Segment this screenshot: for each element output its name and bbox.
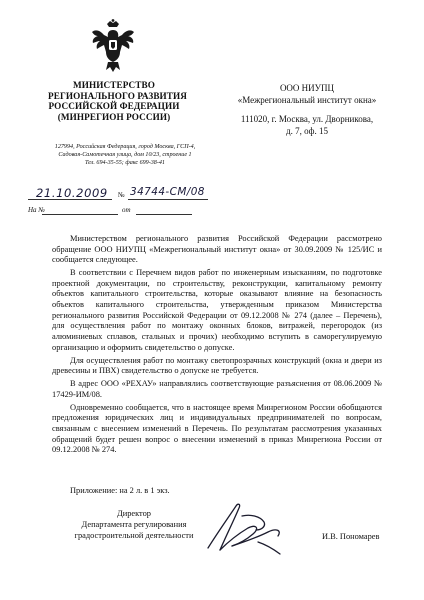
signer-name: И.В. Пономарев [322, 532, 380, 541]
recipient-address-line: д. 7, оф. 15 [286, 125, 328, 136]
recipient-line: ООО НИУПЦ [279, 83, 335, 93]
body-paragraph: В адрес ООО «РЕХАУ» направлялись соответствующие разъяснения от 08.06.2009 № 17429-ИМ/08. [52, 379, 382, 399]
ref-label: На № [28, 206, 45, 214]
date-underline [28, 199, 112, 200]
ref-number-underline [42, 214, 118, 215]
ref-from-label: от [122, 206, 131, 214]
body-paragraph: Одновременно сообщается, что в настоящее время Минрегионом России обобщаются предложения юридических лиц и индивидуальных предпринимателей по вопросам, связанным с внесением изменений в Перечень. По результатам рассмотрения указанных обращений будет решен вопрос о внесении изменений в приказ Минрегиона России от 09.12.2008 № 274. [52, 402, 382, 455]
signer-position [72, 509, 196, 541]
position-line: градостроительной деятельности [74, 530, 194, 540]
body-paragraph: В соответствии с Перечнем видов работ по инженерным изысканиям, по подготовке проектной документации, по строительству, реконструкции, капитальному ремонту объектов капитального строительства, которые оказывают влияние на безопасность объектов капитального строительства, утвержденным приказом Министерства регионального развития Российской Федерации от 09.12.2008 № 274 (далее – Перечень), для осуществления работ по монтажу оконных блоков, витражей, перегородок (из алюминиевых сплавов, стальных и прочих) необходимо вступить в саморегулируемую организацию и оформить свидетельство о допуске. [52, 268, 382, 352]
ministry-line: РЕГИОНАЛЬНОГО РАЗВИТИЯ [48, 90, 188, 101]
letter-date: 21.10.2009 [36, 186, 108, 200]
recipient-line: «Межрегиональный институт окна» [237, 94, 377, 105]
ministry-line: (МИНРЕГИОН РОССИИ) [57, 111, 171, 122]
address-line: Садовая-Самотечная улица, дом 10/23, строение 1 [58, 151, 192, 158]
letter-body [52, 234, 382, 458]
ref-date-underline [136, 214, 192, 215]
ministry-line: МИНИСТЕРСТВО [73, 80, 155, 90]
coat-of-arms-icon [90, 18, 136, 74]
position-line: Директор [117, 509, 151, 518]
number-label: № [118, 191, 125, 199]
ministry-line: РОССИЙСКОЙ ФЕДЕРАЦИИ [48, 101, 180, 112]
letter-number: 34744-СМ/08 [130, 186, 205, 198]
recipient-block [232, 83, 382, 137]
attachment-note: Приложение: на 2 л. в 1 экз. [70, 486, 170, 495]
handwritten-signature-icon [198, 498, 290, 562]
reference-line [28, 206, 188, 218]
sender-address [26, 144, 224, 167]
address-line: Тел. 694-35-55; факс 699-38-41 [85, 159, 165, 166]
body-paragraph: Министерством регионального развития Российской Федерации рассмотрено обращение ООО НИУПЦ «Межрегиональный институт окна» от 30.09.2009 № 125/ИС и сообщается следующее. [52, 234, 382, 265]
position-line: Департамента регулирования [81, 519, 187, 529]
address-line: 127994, Российская Федерация, город Москва, ГСП-4, [54, 144, 196, 150]
recipient-address-line: 111020, г. Москва, ул. Дворникова, [240, 114, 374, 124]
ministry-name [48, 80, 188, 122]
registration-line [28, 186, 210, 202]
number-underline [128, 199, 208, 200]
body-paragraph: Для осуществления работ по монтажу светопрозрачных конструкций (окна и двери из древесины и ПВХ) свидетельство о допуске не требуется. [52, 355, 382, 376]
